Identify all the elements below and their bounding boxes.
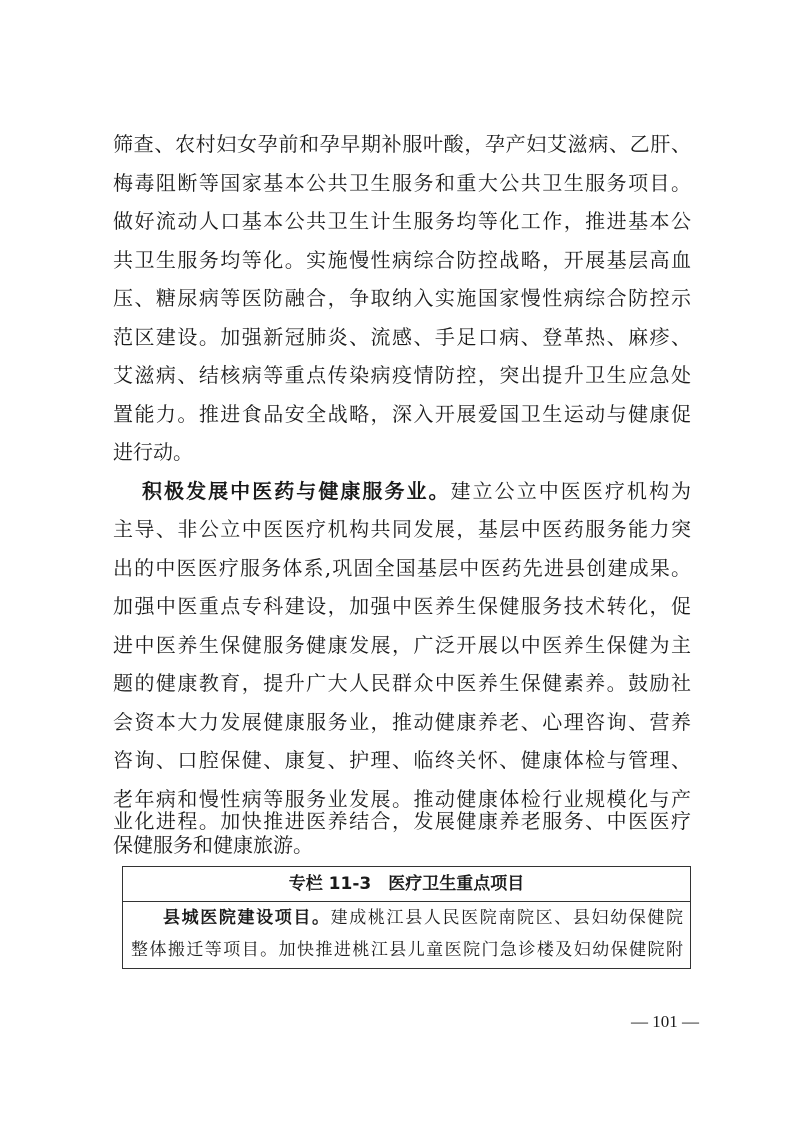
text-line: 咨询、口腔保健、康复、护理、临终关怀、健康体检与管理、 [113, 748, 691, 772]
text-line: 主导、非公立中医医疗机构共同发展，基层中医药服务能力突 [113, 517, 691, 541]
text-line: 进中医养生保健服务健康发展，广泛开展以中医养生保健为主 [113, 633, 691, 657]
feature-box [122, 866, 691, 969]
text-line: 置能力。推进食品安全战略，深入开展爱国卫生运动与健康促 [113, 402, 691, 426]
page-number: — 101 — [631, 1012, 699, 1031]
text-line: 筛查、农村妇女孕前和孕早期补服叶酸，孕产妇艾滋病、乙肝、 [113, 132, 691, 156]
text-line: 共卫生服务均等化。实施慢性病综合防控战略，开展基层高血 [113, 248, 691, 272]
text-segment: 建成桃江县人民医院南院区、县妇幼保健院 [330, 908, 684, 928]
text-line: 老年病和慢性病等服务业发展。推动健康体检行业规模化与产 [113, 787, 691, 811]
text-line: 进行动。 [113, 440, 193, 464]
box-text-line: 整体搬迁等项目。加快推进桃江县儿童医院门急诊楼及妇幼保健院附 [131, 940, 683, 960]
box-first-line [163, 903, 683, 933]
text-line: 压、糖尿病等医防融合，争取纳入实施国家慢性病综合防控示 [113, 286, 691, 310]
text-line: 出的中医医疗服务体系,巩固全国基层中医药先进县创建成果。 [113, 556, 691, 580]
box-heading: 县城医院建设项目。 [163, 908, 331, 928]
text-line: 业化进程。加快推进医养结合，发展健康养老服务、中医医疗 [113, 809, 691, 833]
text-line: 艾滋病、结核病等重点传染病疫情防控，突出提升卫生应急处 [113, 363, 691, 387]
text-line: 题的健康教育，提升广大人民群众中医养生保健素养。鼓励社 [113, 671, 691, 695]
text-line: 做好流动人口基本公共卫生计生服务均等化工作，推进基本公 [113, 209, 691, 233]
box-title: 专栏 11-3 医疗卫生重点项目 [123, 867, 690, 902]
text-line: 会资本大力发展健康服务业，推动健康养老、心理咨询、营养 [113, 710, 691, 734]
text-line: 保健服务和健康旅游。 [113, 833, 313, 857]
paragraph-first-line [142, 476, 691, 506]
paragraph-heading: 积极发展中医药与健康服务业。 [142, 479, 451, 503]
text-line: 梅毒阻断等国家基本公共卫生服务和重大公共卫生服务项目。 [113, 171, 691, 195]
text-line: 加强中医重点专科建设，加强中医养生保健服务技术转化，促 [113, 594, 691, 618]
text-line: 范区建设。加强新冠肺炎、流感、手足口病、登革热、麻疹、 [113, 325, 691, 349]
text-segment: 建立公立中医医疗机构为 [450, 479, 692, 503]
